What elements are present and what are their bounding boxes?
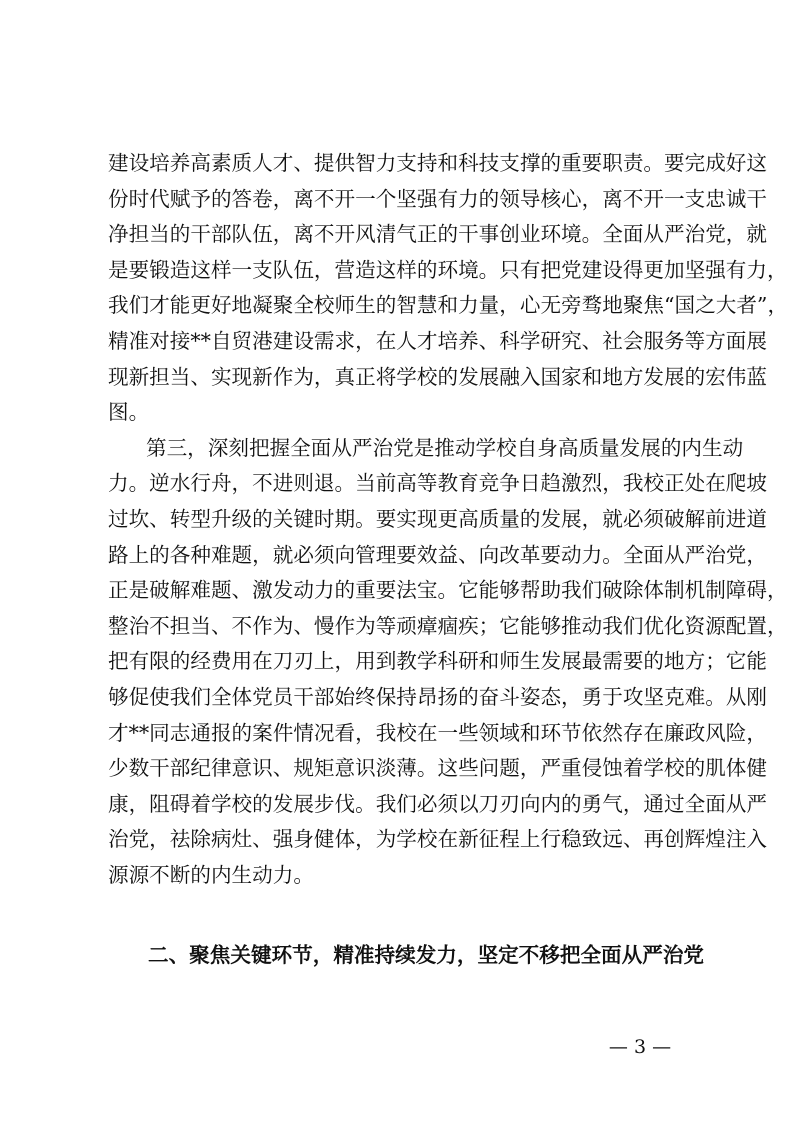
- text-line: 建设培养高素质人才、提供智力支持和科技支撑的重要职责。要完成好这: [108, 151, 767, 175]
- text-line: 过坎、转型升级的关键时期。要实现更高质量的发展，就必须破解前进道: [108, 506, 767, 531]
- page-number: — 3 —: [608, 1036, 672, 1058]
- text-line: 现新担当、实现新作为，真正将学校的发展融入国家和地方发展的宏伟蓝: [108, 364, 767, 389]
- text-line: 精准对接**自贸港建设需求，在人才培养、科学研究、社会服务等方面展: [108, 328, 767, 353]
- text-line: 少数干部纪律意识、规矩意识淡薄。这些问题，严重侵蚀着学校的肌体健: [108, 756, 767, 781]
- text-line: 够促使我们全体党员干部始终保持昂扬的奋斗姿态，勇于攻坚克难。从刚: [108, 684, 767, 709]
- text-line: 力。逆水行舟，不进则退。当前高等教育竞争日趋激烈，我校正处在爬坡: [108, 471, 767, 496]
- document-body: [108, 146, 789, 893]
- text-line: 路上的各种难题，就必须向管理要效益、向改革要动力。全面从严治党，: [108, 542, 767, 567]
- text-line: 净担当的干部队伍，离不开风清气正的干事创业环境。全面从严治党，就: [108, 222, 767, 247]
- text-line: 正是破解难题、激发动力的重要法宝。它能够帮助我们破除体制机制障碍，: [108, 578, 788, 603]
- paragraph-2: [108, 431, 788, 894]
- section-heading: 二、聚焦关键环节，精准持续发力，坚定不移把全面从严治党: [148, 943, 705, 967]
- text-line: 才**同志通报的案件情况看，我校在一些领域和环节依然存在廉政风险，: [108, 720, 767, 745]
- text-line: 治党，祛除病灶、强身健体，为学校在新征程上行稳致远、再创辉煌注入: [108, 827, 767, 852]
- text-line: 份时代赋予的答卷，离不开一个坚强有力的领导核心，离不开一支忠诚干: [108, 186, 767, 211]
- text-line: 整治不担当、不作为、慢作为等顽瘴痼疾；它能够推动我们优化资源配置，: [108, 613, 788, 638]
- text-line: 是要锻造这样一支队伍，营造这样的环境。只有把党建设得更加坚强有力，: [108, 257, 788, 282]
- text-line: 我们才能更好地凝聚全校师生的智慧和力量，心无旁骛地聚焦“国之大者”，: [108, 293, 789, 318]
- text-line: 源源不断的内生动力。: [108, 862, 314, 887]
- paragraph-1: [108, 146, 789, 431]
- text-line: 康，阻碍着学校的发展步伐。我们必须以刀刃向内的勇气，通过全面从严: [108, 791, 767, 816]
- text-line: 图。: [108, 400, 150, 425]
- text-line: 把有限的经费用在刀刃上，用到教学科研和师生发展最需要的地方；它能: [108, 649, 767, 674]
- text-line: 第三，深刻把握全面从严治党是推动学校自身高质量发展的内生动: [146, 435, 744, 460]
